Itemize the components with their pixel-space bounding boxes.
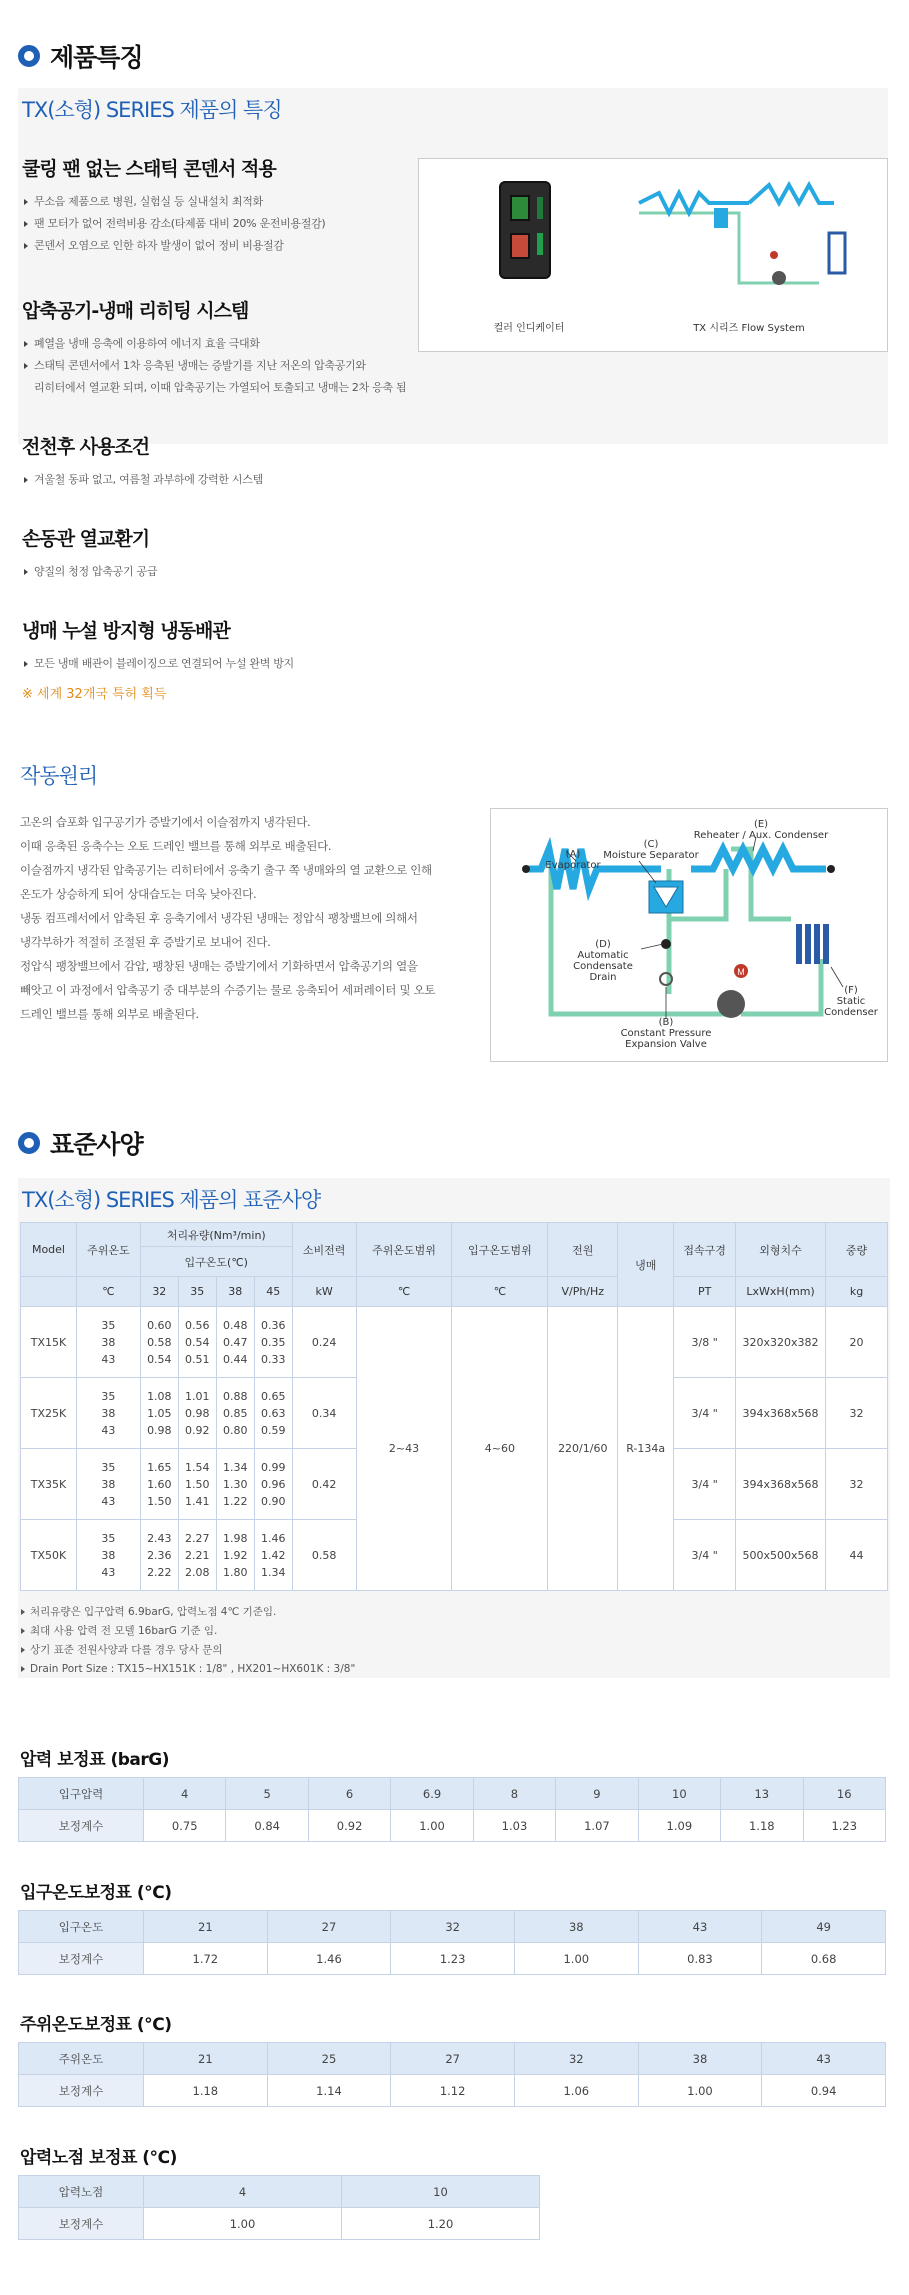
correction-cell: 21 (144, 2043, 268, 2075)
cell-power: 0.34 (292, 1378, 356, 1449)
correction-table (18, 2175, 540, 2240)
label-auto-drain: (D) Automatic Condensate Drain (573, 939, 633, 983)
correction-cell: 1.06 (514, 2075, 638, 2107)
correction-cell: 0.68 (762, 1943, 886, 1975)
correction-header-row (19, 1778, 886, 1810)
principle-line: 정압식 팽창밸브에서 감압, 팽창된 냉매는 증발기에서 기화하면서 압축공기의 열을 (20, 959, 418, 973)
correction-row-label: 보정계수 (19, 2208, 144, 2240)
unit-t35: 35 (178, 1277, 216, 1307)
cell-refrigerant: R-134a (618, 1307, 674, 1591)
correction-title: 압력노점 보정표 (℃) (20, 2148, 177, 2168)
correction-cell: 16 (803, 1778, 886, 1810)
cell-dimensions: 394x368x568 (736, 1449, 826, 1520)
cell-connection: 3/4 " (674, 1378, 736, 1449)
spec-heading: 표준사양 (18, 1125, 143, 1161)
feature-bullet: 폐열을 냉매 응축에 이용하여 에너지 효율 극대화 (22, 333, 406, 355)
feature-bullet: 양질의 청정 압축공기 공급 (22, 561, 157, 583)
cell-dimensions: 394x368x568 (736, 1378, 826, 1449)
col-inlet-range: 입구온도범위 (452, 1223, 548, 1277)
correction-cell: 49 (762, 1911, 886, 1943)
col-ambient-range: 주위온도범위 (356, 1223, 452, 1277)
cell-model: TX50K (21, 1520, 77, 1591)
correction-cell: 43 (762, 2043, 886, 2075)
cell-connection: 3/4 " (674, 1520, 736, 1591)
correction-cell: 8 (473, 1778, 555, 1810)
cell-power: 0.24 (292, 1307, 356, 1378)
cell-model: TX15K (21, 1307, 77, 1378)
cell-c45: 1.46 1.42 1.34 (254, 1520, 292, 1591)
unit-t32: 32 (140, 1277, 178, 1307)
cell-weight: 32 (826, 1449, 888, 1520)
cell-c38: 0.48 0.47 0.44 (216, 1307, 254, 1378)
correction-cell: 6.9 (391, 1778, 473, 1810)
cell-connection: 3/8 " (674, 1307, 736, 1378)
cell-c35: 0.56 0.54 0.51 (178, 1307, 216, 1378)
features-band-title: TX(소형) SERIES 제품의 특징 (22, 98, 282, 122)
correction-cell: 32 (391, 1911, 515, 1943)
correction-cell: 38 (514, 1911, 638, 1943)
correction-cell: 1.20 (342, 2208, 540, 2240)
cell-c32: 1.08 1.05 0.98 (140, 1378, 178, 1449)
feature-block (22, 524, 157, 583)
unit-t38: 38 (216, 1277, 254, 1307)
correction-cell: 1.12 (391, 2075, 515, 2107)
operation-diagram (490, 808, 888, 1062)
spec-note: 최대 사용 압력 전 모델 16barG 기준 임. (20, 1622, 355, 1641)
cell-inlet-range: 4~60 (452, 1307, 548, 1591)
cell-c45: 0.65 0.63 0.59 (254, 1378, 292, 1449)
correction-row-label: 압력노점 (19, 2176, 144, 2208)
correction-row-label: 입구압력 (19, 1778, 144, 1810)
correction-cell: 1.14 (267, 2075, 391, 2107)
principle-line: 냉동 컴프레서에서 압축된 후 응축기에서 냉각된 냉매는 정압식 팽창밸브에 의해서 (20, 911, 418, 925)
label-static-condenser: (F) Static Condenser (824, 985, 878, 1018)
correction-cell: 4 (144, 1778, 226, 1810)
spec-band-title: TX(소형) SERIES 제품의 표준사양 (22, 1188, 321, 1212)
patent-note: ※ 세계 32개국 특허 획득 (22, 687, 167, 702)
circle-bullet-icon (18, 1132, 40, 1154)
principle-line: 이때 응축된 응축수는 오토 드레인 밸브를 통해 외부로 배출된다. (20, 839, 332, 853)
correction-value-row (19, 2208, 540, 2240)
correction-cell: 1.09 (638, 1810, 720, 1842)
unit-dimensions: LxWxH(mm) (736, 1277, 826, 1307)
correction-title: 주위온도보정표 (℃) (20, 2015, 172, 2035)
cell-c35: 1.54 1.50 1.41 (178, 1449, 216, 1520)
correction-cell: 27 (391, 2043, 515, 2075)
correction-cell: 1.00 (144, 2208, 342, 2240)
correction-cell: 0.75 (144, 1810, 226, 1842)
principle-title: 작동원리 (20, 764, 98, 788)
principle-line: 이슬점까지 냉각된 압축공기는 리히터에서 응축기 출구 쪽 냉매와의 열 교환으로 인해 (20, 863, 432, 877)
correction-header-row (19, 2176, 540, 2208)
circle-bullet-icon (18, 45, 40, 67)
cell-c32: 2.43 2.36 2.22 (140, 1520, 178, 1591)
unit-inlet-range: ℃ (452, 1277, 548, 1307)
cell-weight: 20 (826, 1307, 888, 1378)
indicator-lamp (537, 233, 543, 255)
correction-row-label: 보정계수 (19, 1943, 144, 1975)
cell-amb: 35 38 43 (76, 1520, 140, 1591)
correction-cell: 13 (721, 1778, 803, 1810)
unit-ambient: ℃ (76, 1277, 140, 1307)
col-capacity: 처리유량(Nm³/min) (140, 1223, 292, 1247)
features-heading: 제품특징 (18, 38, 143, 74)
indicator-lamp (537, 197, 543, 219)
col-inlet-temp: 입구온도(℃) (140, 1247, 292, 1277)
cell-c35: 1.01 0.98 0.92 (178, 1378, 216, 1449)
correction-cell: 5 (226, 1778, 308, 1810)
correction-cell: 0.83 (638, 1943, 762, 1975)
correction-cell: 10 (342, 2176, 540, 2208)
col-connection: 접속구경 (674, 1223, 736, 1277)
spec-notes (20, 1603, 355, 1679)
principle-line: 온도가 상승하게 되어 상대습도는 더욱 낮아진다. (20, 887, 257, 901)
cell-model: TX25K (21, 1378, 77, 1449)
cell-c35: 2.27 2.21 2.08 (178, 1520, 216, 1591)
cell-c45: 0.36 0.35 0.33 (254, 1307, 292, 1378)
indicator-red-window (510, 233, 530, 259)
feature-block (22, 296, 406, 399)
correction-cell: 1.23 (391, 1943, 515, 1975)
correction-cell: 21 (144, 1911, 268, 1943)
flow-system-thumbnail (619, 173, 869, 313)
correction-cell: 1.23 (803, 1810, 886, 1842)
cell-c38: 1.98 1.92 1.80 (216, 1520, 254, 1591)
principle-text (20, 810, 435, 1026)
correction-cell: 38 (638, 2043, 762, 2075)
motor-label: M (737, 967, 745, 977)
feature-bullet: 모든 냉매 배관이 블레이징으로 연결되어 누설 완벽 방지 (22, 653, 294, 675)
cell-model: TX35K (21, 1449, 77, 1520)
cell-power: 0.42 (292, 1449, 356, 1520)
correction-cell: 1.00 (391, 1810, 473, 1842)
principle-line: 고온의 습포화 입구공기가 증발기에서 이슬점까지 냉각된다. (20, 815, 311, 829)
correction-cell: 1.00 (638, 2075, 762, 2107)
unit-connection: PT (674, 1277, 736, 1307)
feature-block (22, 432, 263, 491)
cell-amb: 35 38 43 (76, 1449, 140, 1520)
cell-voltage: 220/1/60 (548, 1307, 618, 1591)
spec-note: 처리유량은 입구압력 6.9barG, 압력노점 4℃ 기준임. (20, 1603, 355, 1622)
correction-row-label: 보정계수 (19, 2075, 144, 2107)
cell-connection: 3/4 " (674, 1449, 736, 1520)
cell-dimensions: 500x500x568 (736, 1520, 826, 1591)
correction-cell: 27 (267, 1911, 391, 1943)
feature-bullet: 콘덴서 오염으로 인한 하자 발생이 없어 정비 비용절감 (22, 235, 325, 257)
correction-header-row (19, 2043, 886, 2075)
feature-title: 쿨링 팬 없는 스태틱 콘덴서 적용 (22, 158, 276, 180)
cell-ambient-range: 2~43 (356, 1307, 452, 1591)
correction-cell: 6 (308, 1778, 390, 1810)
unit-weight: kg (826, 1277, 888, 1307)
cell-c45: 0.99 0.96 0.90 (254, 1449, 292, 1520)
spec-note: 상기 표준 전원사양과 다를 경우 당사 문의 (20, 1641, 355, 1660)
label-reheater: (E) Reheater / Aux. Condenser (693, 819, 829, 841)
correction-cell: 0.92 (308, 1810, 390, 1842)
principle-line: 드레인 밸브를 통해 외부로 배출된다. (20, 1007, 199, 1021)
feature-title: 손동관 열교환기 (22, 528, 150, 550)
color-indicator-image (499, 181, 551, 279)
correction-cell: 1.72 (144, 1943, 268, 1975)
spec-note: Drain Port Size : TX15~HX151K : 1/8" , HX201~HX601K : 3/8" (20, 1660, 355, 1679)
cell-c32: 1.65 1.60 1.50 (140, 1449, 178, 1520)
label-moisture-separator: (C) Moisture Separator (603, 839, 699, 861)
correction-cell: 1.46 (267, 1943, 391, 1975)
col-model-unit (21, 1277, 77, 1307)
cell-c32: 0.60 0.58 0.54 (140, 1307, 178, 1378)
correction-cell: 9 (556, 1778, 638, 1810)
feature-block (22, 616, 294, 675)
indicator-caption: 컬러 인디케이터 (493, 323, 565, 334)
correction-row-label: 보정계수 (19, 1810, 144, 1842)
label-expansion-valve: (B) Constant Pressure Expansion Valve (620, 1017, 712, 1050)
correction-title: 입구온도보정표 (℃) (20, 1883, 172, 1903)
feature-bullet: 리히터에서 열교환 되며, 이때 압축공기는 가열되어 토출되고 냉매는 2차 응축 됨 (34, 381, 407, 394)
col-ambient: 주위온도 (76, 1223, 140, 1277)
col-refrigerant: 냉매 (618, 1223, 674, 1307)
correction-table (18, 1910, 886, 1975)
correction-cell: 1.00 (514, 1943, 638, 1975)
indicator-green-window (510, 195, 530, 221)
spec-table (20, 1222, 888, 1591)
feature-bullet: 무소음 제품으로 병원, 실험실 등 실내설치 최적화 (22, 191, 325, 213)
col-dimensions: 외형치수 (736, 1223, 826, 1277)
correction-cell: 10 (638, 1778, 720, 1810)
unit-voltage: V/Ph/Hz (548, 1277, 618, 1307)
label-evaporator: (A) Evaporator (545, 849, 601, 871)
feature-bullet: 팬 모터가 없어 전력비용 감소(타제품 대비 20% 운전비용절감) (22, 213, 325, 235)
correction-cell: 25 (267, 2043, 391, 2075)
correction-title: 압력 보정표 (barG) (20, 1750, 169, 1770)
cell-dimensions: 320x320x382 (736, 1307, 826, 1378)
table-row (21, 1307, 888, 1378)
cell-weight: 32 (826, 1378, 888, 1449)
correction-cell: 4 (144, 2176, 342, 2208)
correction-cell: 0.84 (226, 1810, 308, 1842)
principle-line: 냉각부하가 적절히 조절된 후 증발기로 보내어 진다. (20, 935, 271, 949)
feature-bullet: 겨울철 동파 없고, 여름철 과부하에 강력한 시스템 (22, 469, 263, 491)
correction-table (18, 2042, 886, 2107)
cell-c38: 1.34 1.30 1.22 (216, 1449, 254, 1520)
col-power: 소비전력 (292, 1223, 356, 1277)
correction-cell: 0.94 (762, 2075, 886, 2107)
flow-caption: TX 시리즈 Flow System (693, 323, 805, 334)
principle-line: 빼앗고 이 과정에서 압축공기 중 대부분의 수증기는 물로 응축되어 세퍼레이터 및 오토 (20, 983, 436, 997)
unit-power: kW (292, 1277, 356, 1307)
correction-value-row (19, 1810, 886, 1842)
unit-ambient-range: ℃ (356, 1277, 452, 1307)
correction-header-row (19, 1911, 886, 1943)
correction-value-row (19, 2075, 886, 2107)
feature-title: 냉매 누설 방지형 냉동배관 (22, 620, 230, 642)
cell-power: 0.58 (292, 1520, 356, 1591)
cell-c38: 0.88 0.85 0.80 (216, 1378, 254, 1449)
correction-row-label: 입구온도 (19, 1911, 144, 1943)
features-figure (418, 158, 888, 352)
correction-cell: 1.03 (473, 1810, 555, 1842)
correction-table (18, 1777, 886, 1842)
cell-amb: 35 38 43 (76, 1378, 140, 1449)
feature-bullet: 스태틱 콘덴서에서 1차 응축된 냉매는 증발기를 지난 저온의 압축공기와 (22, 355, 406, 377)
static-condenser-coil (796, 924, 829, 964)
correction-cell: 1.18 (721, 1810, 803, 1842)
correction-value-row (19, 1943, 886, 1975)
col-voltage: 전원 (548, 1223, 618, 1277)
spec-table-body (21, 1307, 888, 1591)
feature-title: 압축공기-냉매 리히팅 시스템 (22, 300, 249, 322)
correction-cell: 1.07 (556, 1810, 638, 1842)
feature-title: 전천후 사용조건 (22, 436, 150, 458)
col-weight: 중량 (826, 1223, 888, 1277)
feature-block (22, 154, 325, 257)
cell-weight: 44 (826, 1520, 888, 1591)
unit-t45: 45 (254, 1277, 292, 1307)
correction-cell: 1.18 (144, 2075, 268, 2107)
correction-cell: 43 (638, 1911, 762, 1943)
correction-row-label: 주위온도 (19, 2043, 144, 2075)
cell-amb: 35 38 43 (76, 1307, 140, 1378)
correction-cell: 32 (514, 2043, 638, 2075)
col-model: Model (21, 1223, 77, 1277)
